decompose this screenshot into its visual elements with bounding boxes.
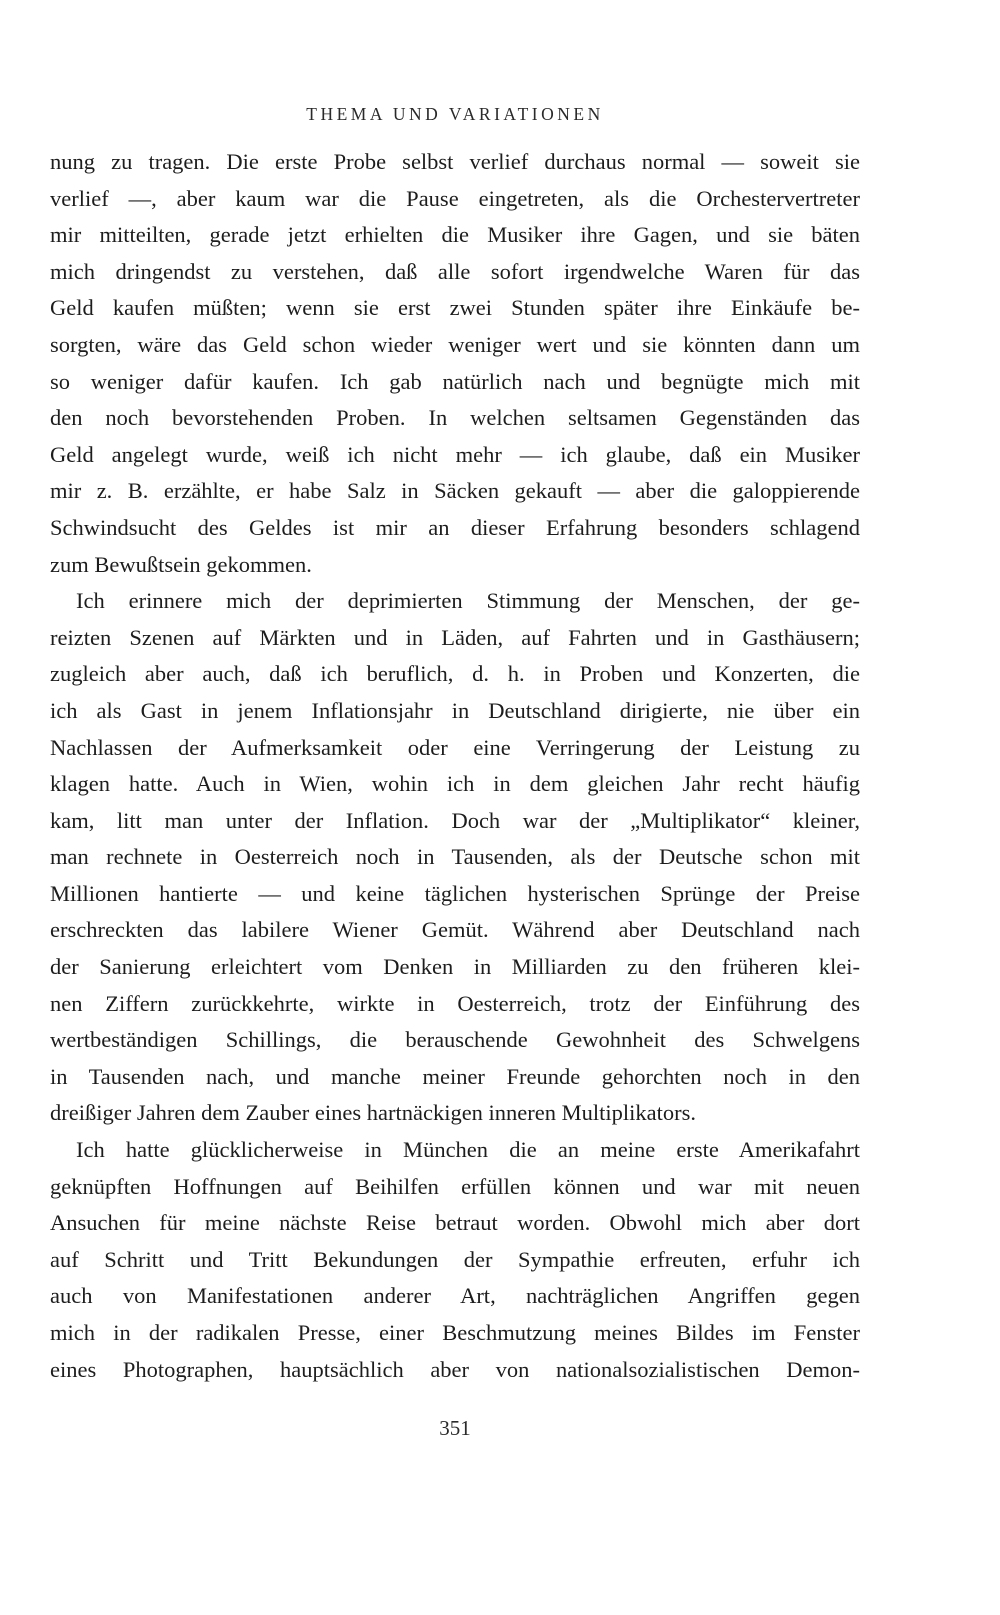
text-line: eines Photographen, hauptsächlich aber von nationalsozialistischen Demon- [50, 1356, 860, 1382]
text-line: verlief —, aber kaum war die Pause eingetreten, als die Orchestervertreter [50, 185, 860, 211]
text-line: in Tausenden nach, und manche meiner Freunde gehorchten noch in den [50, 1063, 860, 1089]
page-number: 351 [439, 1416, 471, 1440]
text-line: geknüpften Hoffnungen auf Beihilfen erfüllen können und war mit neuen [50, 1173, 860, 1199]
text-line: zum Bewußtsein gekommen. [50, 551, 312, 577]
text-line: nen Ziffern zurückkehrte, wirkte in Oesterreich, trotz der Einführung des [50, 990, 860, 1016]
text-line: mir mitteilten, gerade jetzt erhielten die Musiker ihre Gagen, und sie bäten [50, 222, 860, 248]
text-line: reizten Szenen auf Märkten und in Läden, auf Fahrten und in Gasthäusern; [50, 624, 860, 650]
text-line: Ich hatte glücklicherweise in München die an meine erste Amerikafahrt [76, 1137, 860, 1163]
text-line: so weniger dafür kaufen. Ich gab natürlich nach und begnügte mich mit [50, 368, 860, 394]
text-line: der Sanierung erleichtert vom Denken in Milliarden zu den früheren klei- [50, 954, 860, 980]
text-line: erschreckten das labilere Wiener Gemüt. Während aber Deutschland nach [50, 917, 860, 943]
text-line: mir z. B. erzählte, er habe Salz in Säcken gekauft — aber die galoppierende [50, 478, 860, 504]
text-line: Schwindsucht des Geldes ist mir an dieser Erfahrung besonders schlagend [50, 514, 860, 540]
text-line: dreißiger Jahren dem Zauber eines hartnäckigen inneren Multiplikators. [50, 1100, 697, 1126]
text-line: auf Schritt und Tritt Bekundungen der Sympathie erfreuten, erfuhr ich [50, 1246, 860, 1272]
text-line: nung zu tragen. Die erste Probe selbst verlief durchaus normal — soweit sie [50, 149, 860, 174]
text-line: man rechnete in Oesterreich noch in Tausenden, als der Deutsche schon mit [50, 844, 860, 870]
text-line: Millionen hantierte — und keine täglichen hysterischen Sprünge der Preise [50, 880, 860, 906]
text-line: zugleich aber auch, daß ich beruflich, d. h. in Proben und Konzerten, die [50, 661, 860, 687]
text-line: Ansuchen für meine nächste Reise betraut worden. Obwohl mich aber dort [50, 1210, 860, 1236]
text-line: den noch bevorstehenden Proben. In welchen seltsamen Gegenständen das [50, 405, 860, 431]
text-line: wertbeständigen Schillings, die berauschende Gewohnheit des Schwelgens [50, 1027, 860, 1053]
body-text [50, 144, 860, 1388]
text-line: mich dringendst zu verstehen, daß alle sofort irgendwelche Waren für das [50, 258, 860, 284]
text-line: mich in der radikalen Presse, einer Beschmutzung meines Bildes im Fenster [50, 1320, 860, 1345]
text-line: Geld angelegt wurde, weiß ich nicht mehr — ich glaube, daß ein Musiker [50, 441, 860, 467]
text-line: kam, litt man unter der Inflation. Doch war der „Multiplikator“ kleiner, [50, 807, 860, 833]
text-line: Geld kaufen müßten; wenn sie erst zwei Stunden später ihre Einkäufe be- [50, 295, 860, 321]
text-line: sorgten, wäre das Geld schon wieder weniger wert und sie könnten dann um [50, 331, 860, 357]
text-line: Ich erinnere mich der deprimierten Stimmung der Menschen, der ge- [76, 588, 860, 614]
text-line: ich als Gast in jenem Inflationsjahr in Deutschland dirigierte, nie über ein [50, 697, 860, 723]
text-line: klagen hatte. Auch in Wien, wohin ich in dem gleichen Jahr recht häufig [50, 771, 860, 797]
text-line: auch von Manifestationen anderer Art, nachträglichen Angriffen gegen [50, 1283, 860, 1309]
running-head: THEMA UND VARIATIONEN [306, 104, 604, 124]
text-line: Nachlassen der Aufmerksamkeit oder eine Verringerung der Leistung zu [50, 734, 860, 760]
